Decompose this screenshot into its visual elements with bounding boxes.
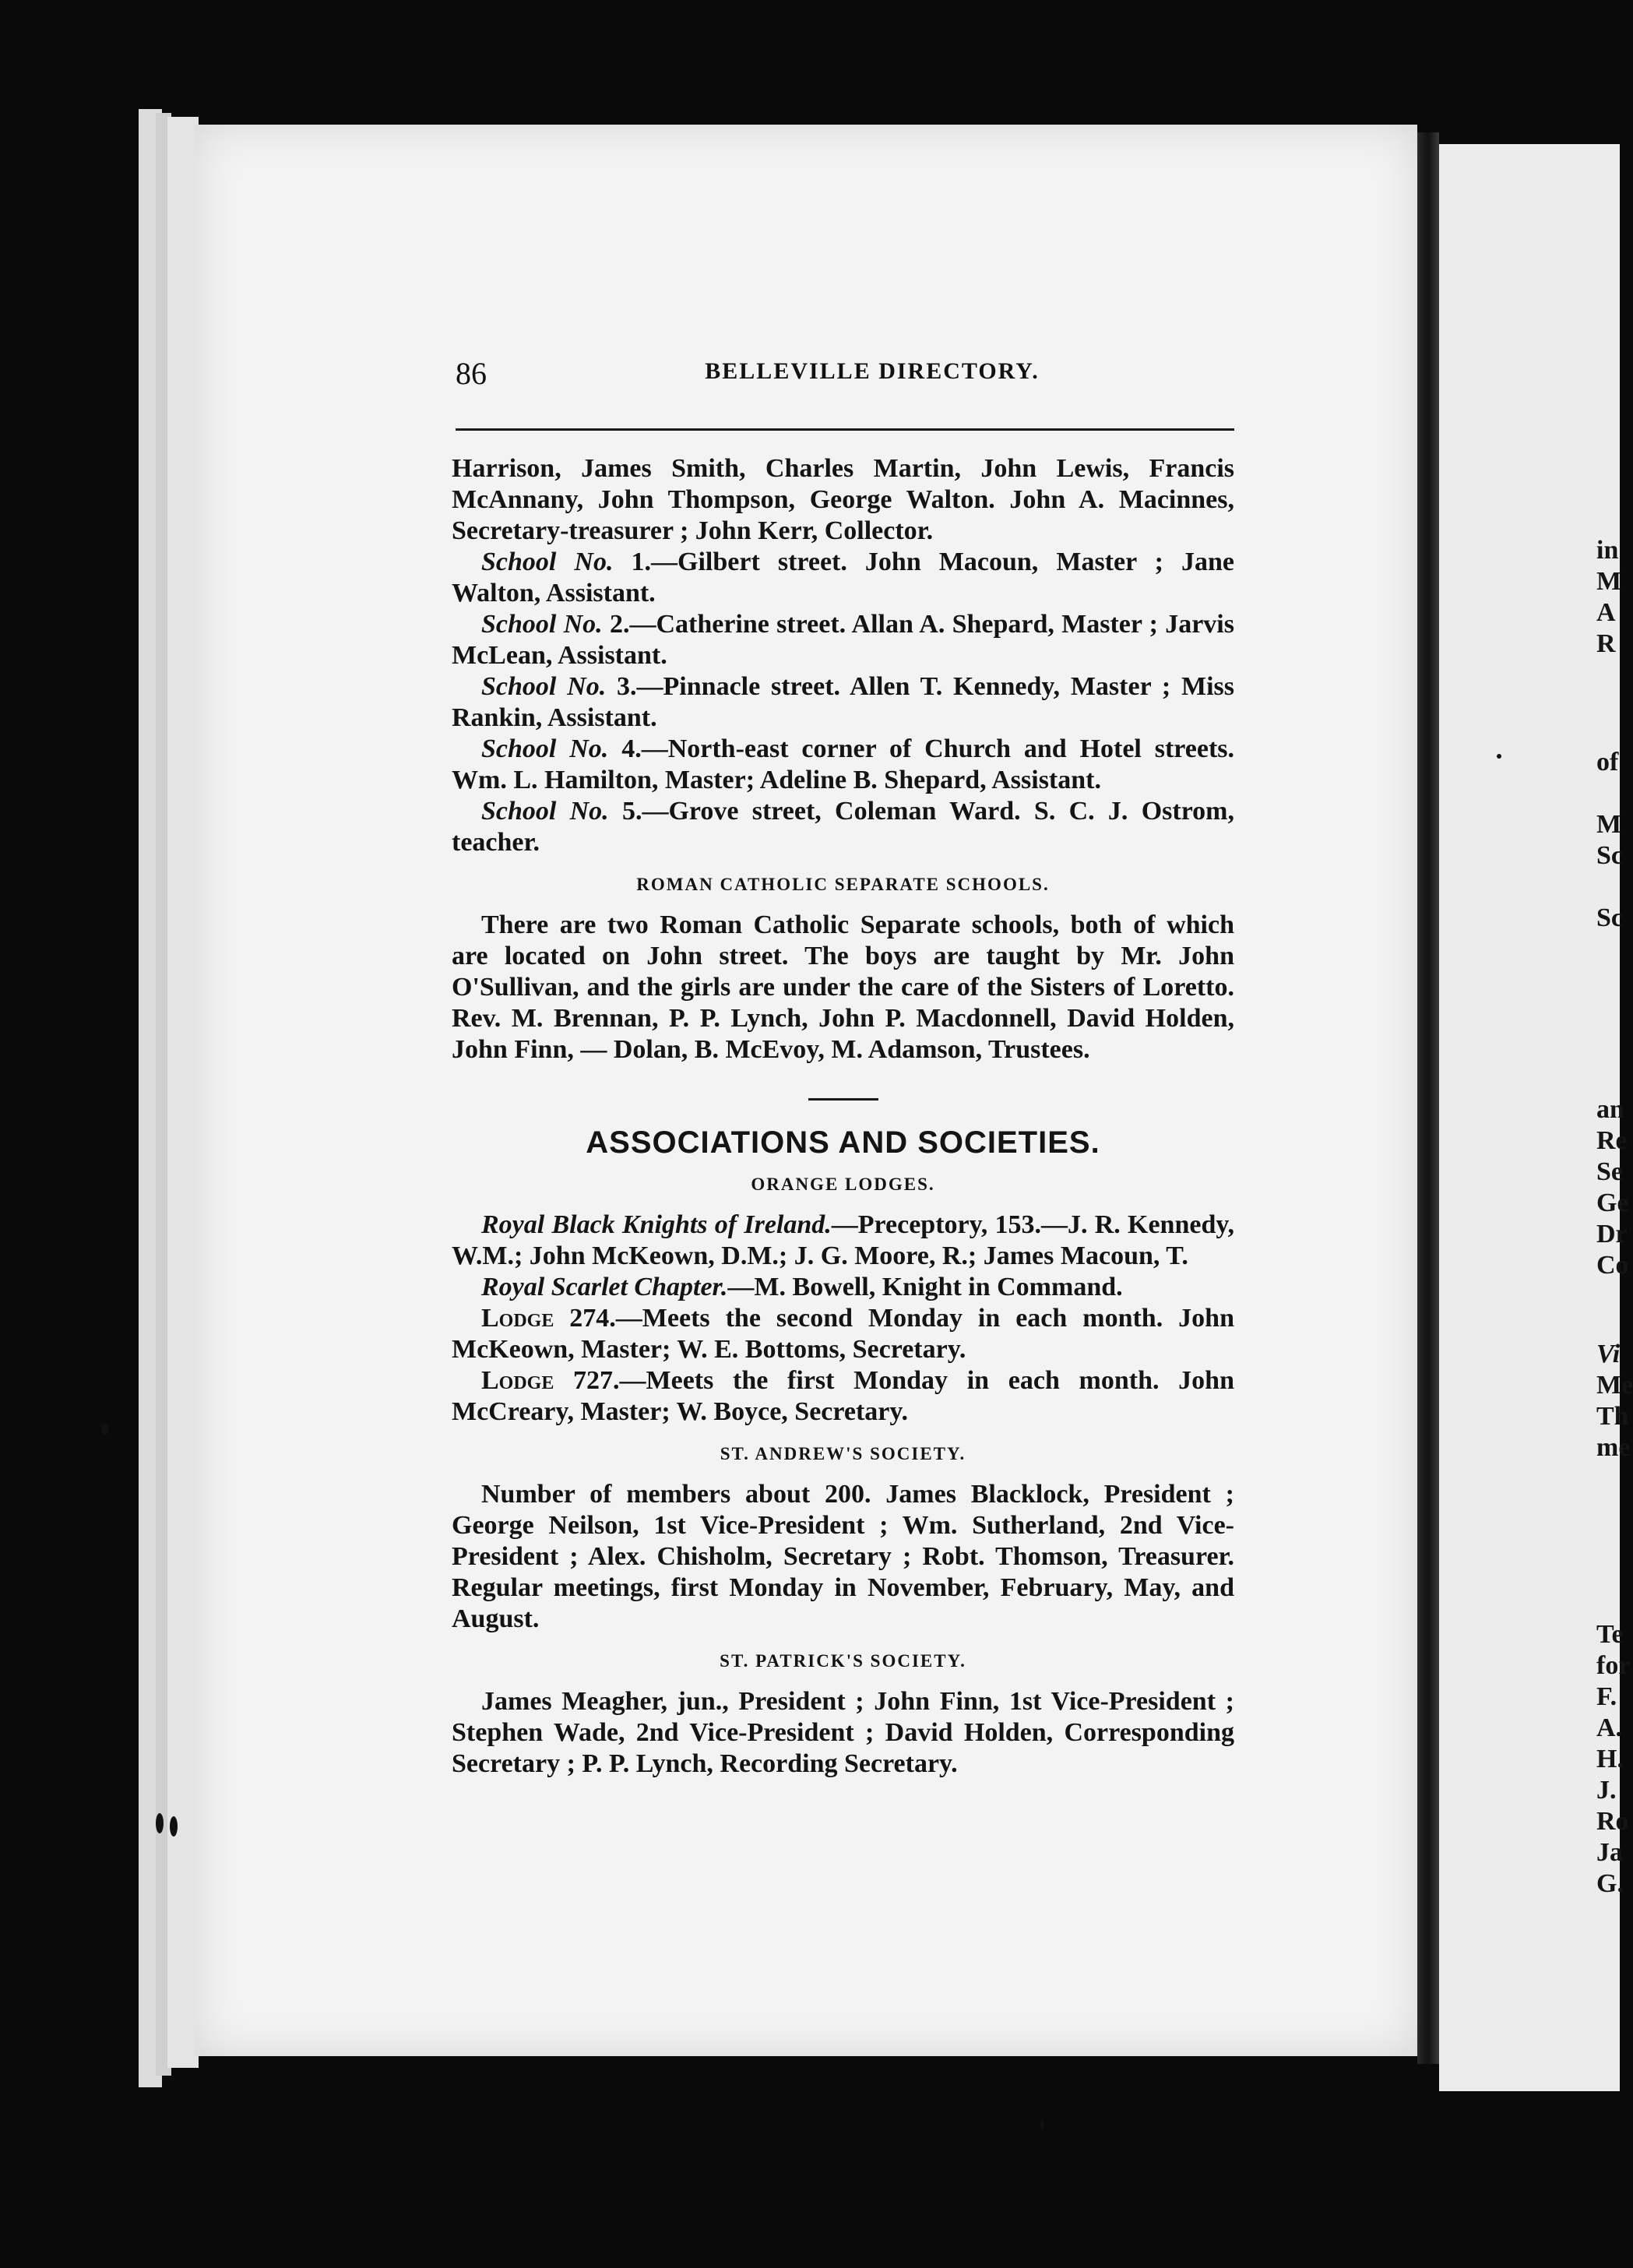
- school-entry: [452, 671, 1234, 734]
- facing-fragment: Se: [1596, 1157, 1623, 1186]
- lodge-entry: [452, 1303, 1234, 1365]
- school-text: —Pinnacle street. Allen T. Kennedy, Master ; Miss Rankin, Assistant.: [452, 672, 1234, 732]
- facing-fragment: me: [1596, 1433, 1631, 1462]
- society-name: Royal Black Knights of Ireland.: [481, 1210, 832, 1239]
- facing-fragment: Me: [1596, 1371, 1633, 1400]
- facing-fragment: Vi: [1596, 1340, 1621, 1368]
- page-header: [456, 355, 1234, 394]
- paragraph: James Meagher, jun., President ; John Finn, 1st Vice-President ; Stephen Wade, 2nd Vice-President ; David Holden, Corresponding Secretary ; P. P. Lynch, Recording Secretary.: [452, 1687, 1234, 1778]
- facing-fragment: Dr: [1596, 1220, 1628, 1248]
- facing-fragment: Te: [1596, 1620, 1624, 1649]
- facing-fragment: A: [1596, 598, 1616, 627]
- school-number: 1.: [631, 548, 652, 576]
- facing-fragment: F.: [1596, 1682, 1617, 1711]
- facing-fragment: J.: [1596, 1776, 1617, 1805]
- school-label: School No.: [481, 610, 603, 639]
- facing-fragment: Ge: [1596, 1189, 1629, 1217]
- scan-speck: [170, 1816, 178, 1837]
- scan-speck: [156, 1813, 164, 1833]
- section-heading: ST. PATRICK'S SOCIETY.: [720, 1651, 966, 1671]
- school-number: 2.: [609, 610, 630, 639]
- school-entry: [452, 734, 1234, 796]
- facing-fragment: G.: [1596, 1869, 1624, 1898]
- society-entry: [452, 1272, 1234, 1303]
- facing-fragment: Sc: [1596, 841, 1623, 870]
- school-number: 5.: [621, 797, 642, 826]
- school-label: School No.: [481, 672, 607, 701]
- school-number: 4.: [621, 734, 642, 763]
- scan-speck: [1040, 2120, 1044, 2129]
- paragraph: Harrison, James Smith, Charles Martin, John Lewis, Francis McAnnany, John Thompson, George Walton. John A. Macinnes, Secretary-treasurer ; John Kerr, Collector.: [452, 454, 1234, 545]
- facing-fragment: R: [1596, 629, 1616, 658]
- facing-fragment: Th: [1596, 1402, 1629, 1431]
- header-rule: [456, 428, 1234, 431]
- society-entry: [452, 1210, 1234, 1272]
- facing-fragment: Re: [1596, 1126, 1628, 1155]
- lodge-text: 274.—Meets the second Monday in each month. John McKeown, Master; W. E. Bottoms, Secretary.: [452, 1304, 1234, 1364]
- paragraph: Number of members about 200. James Blacklock, President ; George Neilson, 1st Vice-President ; Wm. Sutherland, 2nd Vice-President ; Alex. Chisholm, Secretary ; Robt. Thomson, Treasurer. Regular meetings, first Monday in November, February, May, and August.: [452, 1480, 1234, 1633]
- facing-page: [1439, 144, 1623, 2091]
- lodge-label: Lodge: [481, 1304, 554, 1333]
- facing-fragment: H.: [1596, 1745, 1624, 1773]
- section-divider: [808, 1098, 878, 1101]
- page-number: 86: [456, 356, 487, 391]
- school-label: School No.: [481, 797, 609, 826]
- school-entry: [452, 547, 1234, 609]
- society-text: —Preceptory, 153.—J. R. Kennedy, W.M.; John McKeown, D.M.; J. G. Moore, R.; James Macoun, T.: [452, 1210, 1234, 1270]
- school-label: School No.: [481, 548, 614, 576]
- society-name: Royal Scarlet Chapter.: [481, 1273, 728, 1301]
- facing-fragment: A.: [1596, 1713, 1623, 1742]
- school-text: —Grove street, Coleman Ward. S. C. J. Ostrom, teacher.: [452, 797, 1234, 857]
- section-heading: ROMAN CATHOLIC SEPARATE SCHOOLS.: [636, 875, 1050, 894]
- facing-fragment: for: [1596, 1651, 1631, 1680]
- facing-fragment: Co: [1596, 1251, 1629, 1280]
- school-text: —Catherine street. Allan A. Shepard, Master ; Jarvis McLean, Assistant.: [452, 610, 1234, 670]
- paragraph: There are two Roman Catholic Separate schools, both of which are located on John street. The boys are taught by Mr. John O'Sullivan, and the girls are under the care of the Sisters of Loretto. Rev. M. Brennan, P. P. Lynch, John P. Macdonnell, David Holden, John Finn, — Dolan, B. McEvoy, M. Adamson, Trustees.: [452, 910, 1234, 1064]
- section-heading: ST. ANDREW'S SOCIETY.: [720, 1444, 966, 1463]
- page-edge-stack: [167, 117, 199, 2068]
- chapter-heading: ASSOCIATIONS AND SOCIETIES.: [586, 1125, 1100, 1160]
- scan-speck: [1497, 754, 1501, 759]
- section-heading: ORANGE LODGES.: [751, 1174, 935, 1194]
- school-number: 3.: [617, 672, 637, 701]
- facing-fragment: an: [1596, 1095, 1624, 1124]
- lodge-label: Lodge: [481, 1366, 554, 1395]
- facing-fragment: Ro: [1596, 1807, 1629, 1836]
- school-entry: [452, 796, 1234, 858]
- facing-fragment: M: [1596, 810, 1622, 839]
- lodge-entry: [452, 1365, 1234, 1428]
- book-gutter: [1417, 132, 1439, 2064]
- society-text: —M. Bowell, Knight in Command.: [727, 1273, 1123, 1301]
- facing-fragment: Sc: [1596, 903, 1623, 932]
- running-head: BELLEVILLE DIRECTORY.: [705, 358, 1040, 384]
- school-text: —Gilbert street. John Macoun, Master ; Jane Walton, Assistant.: [452, 548, 1234, 608]
- scan-speck: [101, 1424, 109, 1435]
- facing-fragment: in: [1596, 536, 1619, 565]
- lodge-text: 727.—Meets the first Monday in each month. John McCreary, Master; W. Boyce, Secretary.: [452, 1366, 1234, 1426]
- facing-fragment: of: [1596, 748, 1619, 777]
- page-body: [452, 453, 1234, 1780]
- school-label: School No.: [481, 734, 609, 763]
- school-text: —North-east corner of Church and Hotel streets. Wm. L. Hamilton, Master; Adeline B. Shepard, Assistant.: [452, 734, 1235, 794]
- facing-fragment: M: [1596, 567, 1622, 596]
- facing-fragment: Ja: [1596, 1838, 1623, 1867]
- school-entry: [452, 609, 1234, 671]
